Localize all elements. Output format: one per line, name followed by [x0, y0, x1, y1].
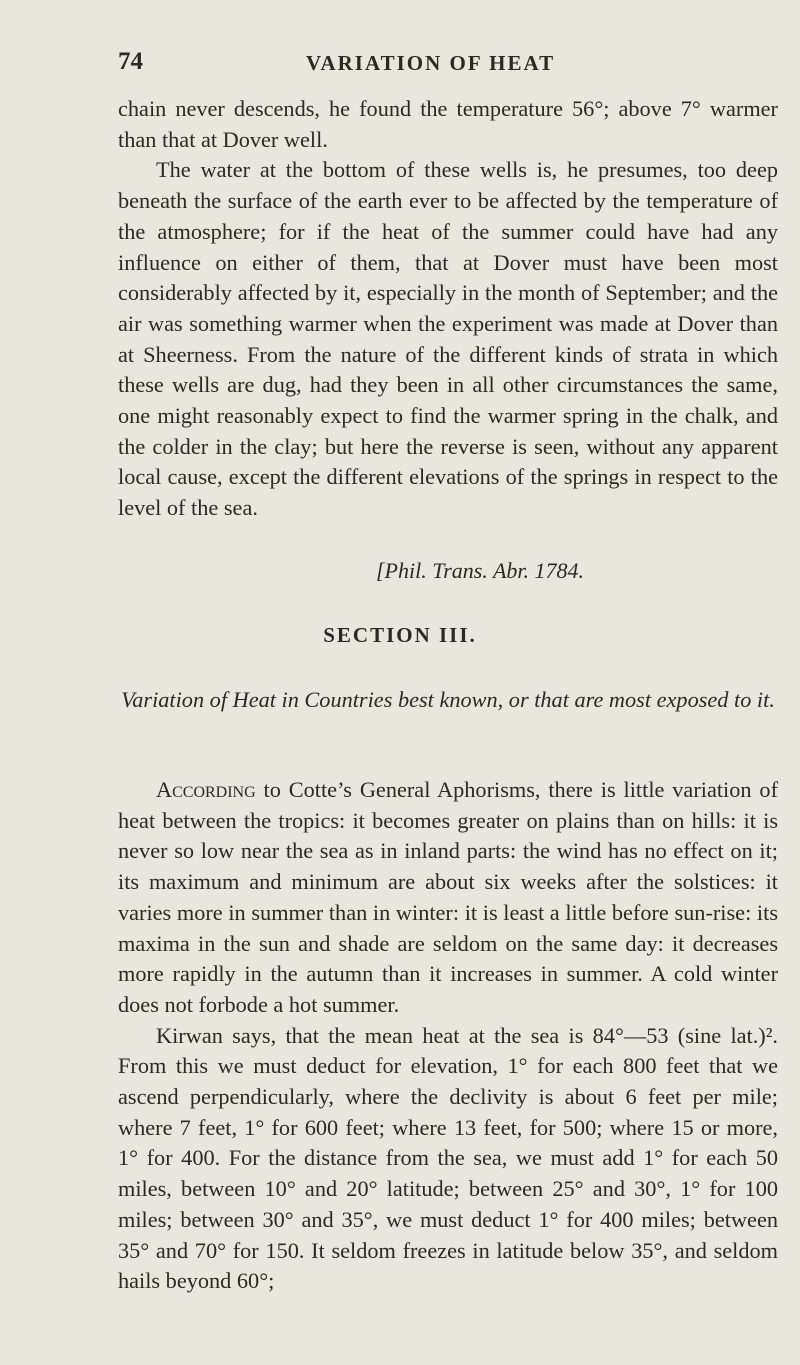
- paragraph-continuation: chain never descends, he found the temperature 56°; above 7° warmer than that at Dover well.: [118, 96, 778, 152]
- paragraph-kirwan: Kirwan says, that the mean heat at the sea is 84°—53 (sine lat.)². From this we must deduct for elevation, 1° for each 800 feet that we ascend perpendicularly, where the declivity is about 6 feet per mile; where 7 feet, 1° for 600 feet; where 13 feet, for 500; where 15 or more, 1° for 400. For the distance from the sea, we must add 1° for each 50 miles, between 10° and 20° latitude; between 25° and 30°, 1° for 100 miles; between 30° and 35°, we must deduct 1° for 400 miles; between 35° and 70° for 150. It seldom freezes in latitude below 35°, and seldom hails beyond 60°;: [118, 1022, 778, 1294]
- lead-word: According: [156, 777, 256, 802]
- section-heading: SECTION III.: [323, 623, 477, 647]
- section-subtitle: Variation of Heat in Countries best known, or that are most exposed to it.: [121, 687, 775, 712]
- running-title: VARIATION OF HEAT: [306, 51, 556, 75]
- paragraph-wells: The water at the bottom of these wells is, he presumes, too deep beneath the surface of the earth ever to be affected by the temperature of the atmosphere; for if the heat of the summer could have had any influence on either of them, that at Dover must have been most considerably affected by it, especially in the month of September; and the air was something warmer when the experiment was made at Dover than at Sheerness. From the nature of the different kinds of strata in which these wells are dug, had they been in all other circumstances the same, one might reasonably expect to find the warmer spring in the chalk, and the colder in the clay; but here the reverse is seen, without any apparent local cause, except the different elevations of the springs in respect to the level of the sea.: [118, 157, 778, 521]
- paragraph-cotte: [118, 775, 778, 1021]
- text-block-bottom: [118, 775, 778, 1297]
- text-block-top: [118, 94, 778, 524]
- paragraph-cotte-text: to Cotte’s General Aphorisms, there is little variation of heat between the tropics: it becomes greater on plains than on hills: it is never so low near the sea as in inland parts: the wind has no effect on it; its maximum and minimum are about six weeks after the solstices: it varies more in summer than in winter: it is least a little before sun-rise: its maxima in the sun and shade are seldom on the same day: it decreases more rapidly in the autumn than it increases in summer. A cold winter does not forbode a hot summer.: [118, 777, 778, 1017]
- running-head: [118, 48, 740, 78]
- citation: [Phil. Trans. Abr. 1784.: [376, 558, 585, 583]
- page-number: 74: [118, 48, 143, 75]
